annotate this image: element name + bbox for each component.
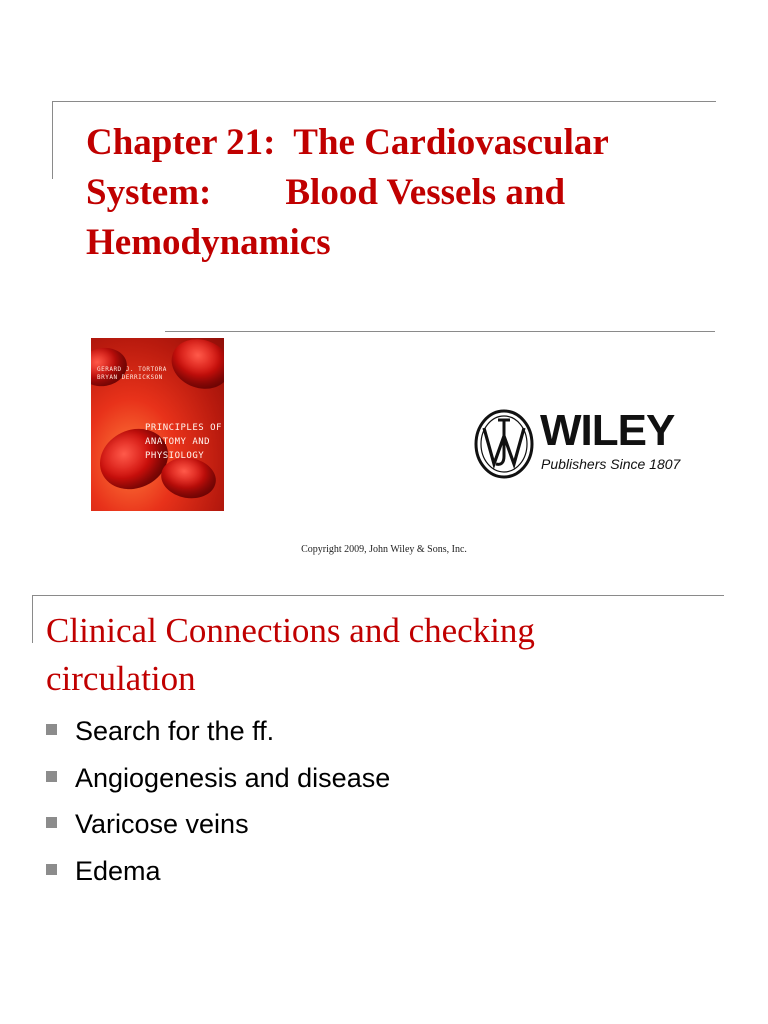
slide-title-line-2: circulation bbox=[46, 659, 196, 698]
chapter-title-line-1: Chapter 21: The Cardiovascular bbox=[86, 122, 609, 163]
bullet-text: Search for the ff. bbox=[75, 716, 275, 746]
bullet-text: Varicose veins bbox=[75, 809, 249, 839]
bullet-item bbox=[46, 762, 390, 809]
content-frame-top-rule bbox=[32, 595, 724, 596]
bullet-text: Edema bbox=[75, 855, 161, 886]
copyright-notice: Copyright 2009, John Wiley & Sons, Inc. bbox=[301, 544, 467, 555]
square-bullet-icon bbox=[46, 724, 57, 735]
chapter-title bbox=[86, 118, 726, 268]
wiley-emblem-icon bbox=[472, 408, 536, 480]
bullet-item bbox=[46, 855, 390, 902]
book-authors bbox=[97, 366, 167, 382]
title-frame-bottom-rule bbox=[165, 331, 715, 332]
book-cover-image bbox=[91, 338, 224, 511]
square-bullet-icon bbox=[46, 771, 57, 782]
title-frame-top-rule bbox=[52, 101, 716, 102]
book-title-line: PRINCIPLES OF bbox=[145, 423, 222, 433]
bullet-list bbox=[46, 715, 390, 901]
book-author: BRYAN DERRICKSON bbox=[97, 374, 163, 381]
bullet-item bbox=[46, 715, 390, 762]
book-title-line: PHYSIOLOGY bbox=[145, 451, 205, 461]
wiley-wordmark: WILEY bbox=[540, 406, 675, 455]
content-frame-left-rule bbox=[32, 595, 33, 643]
title-frame-left-rule bbox=[52, 101, 53, 179]
blood-cell-shape bbox=[165, 338, 224, 397]
wiley-tagline: Publishers Since 1807 bbox=[541, 456, 681, 472]
chapter-title-line-2: System: Blood Vessels and bbox=[86, 172, 566, 213]
wiley-logo bbox=[472, 408, 692, 480]
bullet-text: Angiogenesis and disease bbox=[75, 762, 391, 793]
content-slide bbox=[0, 575, 768, 1024]
chapter-title-line-3: Hemodynamics bbox=[86, 222, 331, 263]
slide-title bbox=[46, 607, 726, 703]
bullet-item bbox=[46, 808, 390, 855]
square-bullet-icon bbox=[46, 817, 57, 828]
book-title-line: ANATOMY AND bbox=[145, 437, 211, 447]
square-bullet-icon bbox=[46, 864, 57, 875]
slide-title-line-1: Clinical Connections and checking bbox=[46, 611, 535, 650]
book-author: GERARD J. TORTORA bbox=[97, 366, 167, 373]
book-title bbox=[145, 421, 222, 463]
